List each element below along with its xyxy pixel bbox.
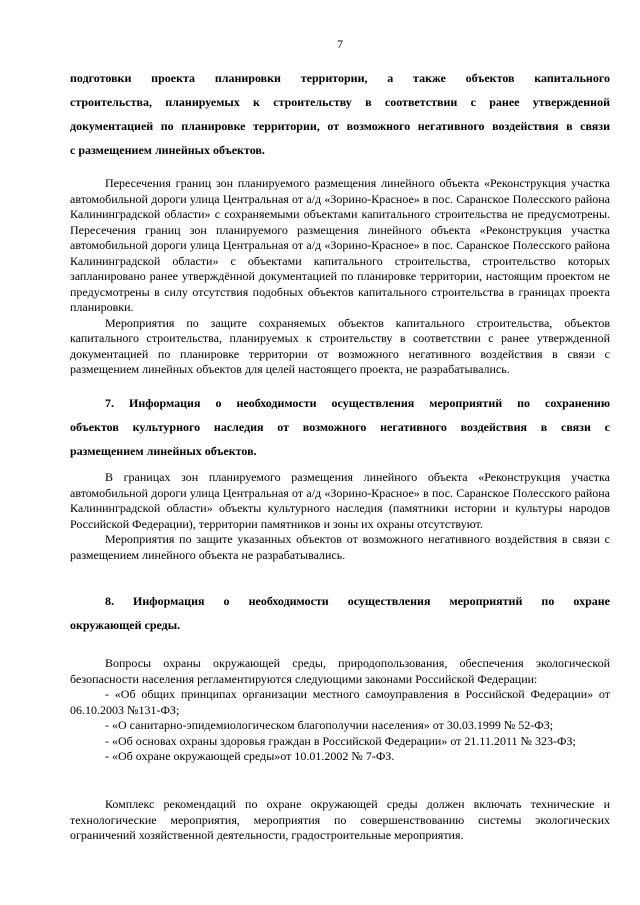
section8-body bbox=[70, 656, 610, 765]
heading-line: размещением линейных объектов. bbox=[70, 444, 257, 458]
intro-line: документацией по планировке территории, от возможного негативного воздействия в связи bbox=[70, 119, 610, 133]
section7-heading bbox=[70, 391, 610, 463]
law-item: - «О санитарно-эпидемиологическом благополучии населения» от 30.03.1999 № 52-ФЗ; bbox=[105, 718, 554, 732]
heading-line: 8. Информация о необходимости осуществления мероприятий по охране bbox=[105, 594, 610, 608]
section6-body bbox=[70, 176, 610, 378]
paragraph: Комплекс рекомендаций по охране окружающей среды должен включать технические и технологические мероприятия, мероприятия по совершенствованию системы экологических ограничений хозяйственной деятельности, градостроительные мероприятия. bbox=[70, 797, 610, 842]
intro-bold-text bbox=[70, 66, 610, 162]
intro-line: строительства, планируемых к строительству в соответствии с ранее утвержденной bbox=[70, 95, 610, 109]
page-number: 7 bbox=[337, 37, 343, 51]
law-item: - «Об общих принципах организации местного самоуправления в Российской Федерации» от 06.10.2003 №131-ФЗ; bbox=[70, 687, 610, 717]
section8-heading bbox=[70, 589, 610, 637]
paragraph: В границах зон планируемого размещения линейного объекта «Реконструкция участка автомобильной дороги улица Центральная от а/д «Зорино-Красное» в пос. Саранское Полесского района Калининградской области» объекты культурного наследия (памятники истории и культуры народов Российской Федерации), территории памятников и зоны их охраны отсутствуют. bbox=[70, 470, 610, 531]
section7-body bbox=[70, 470, 610, 563]
heading-line: 7. Информация о необходимости осуществления мероприятий по сохранению bbox=[105, 396, 610, 410]
section8-closing bbox=[70, 797, 610, 844]
paragraph: Мероприятия по защите указанных объектов от возможного негативного воздействия в связи с размещением линейного объекта не разрабатывались. bbox=[70, 532, 610, 562]
paragraph: Вопросы охраны окружающей среды, природопользования, обеспечения экологической безопасности населения регламентируются следующими законами Российской Федерации: bbox=[70, 656, 610, 686]
law-item: - «Об основах охраны здоровья граждан в Российской Федерации» от 21.11.2011 № 323-ФЗ; bbox=[105, 733, 576, 748]
law-item: - «Об охране окружающей среды»от 10.01.2002 № 7-ФЗ. bbox=[105, 749, 395, 763]
document-page bbox=[70, 0, 610, 905]
paragraph: Мероприятия по защите сохраняемых объектов капитального строительства, объектов капитального строительства, планируемых к строительству в соответствии с ранее утвержденной документацией по планировке территории от возможного негативного воздействия в связи с размещением линейных объектов для целей настоящего проекта, не разрабатывались. bbox=[70, 315, 610, 376]
paragraph: Пересечения границ зон планируемого размещения линейного объекта «Реконструкция участка автомобильной дороги улица Центральная от а/д «Зорино-Красное» в пос. Саранское Полесского района Калининградской области» с сохраняемыми объектами капитального строительства не предусмотрены. Пересечения границ зон планируемого размещения линейного объекта «Реконструкция участка автомобильной дороги улица Центральная от а/д «Зорино-Красное» в пос. Саранское Полесского района Калининградской области» с объектами капитального строительства, строительство которых запланировано ранее утверждённой документацией по планировке территории, настоящим проектом не предусмотрены в силу отсутствия подобных объектов капитального строительства в границах проекта планировки. bbox=[70, 176, 610, 314]
heading-line: окружающей среды. bbox=[70, 618, 181, 632]
intro-line: с размещением линейных объектов. bbox=[70, 143, 265, 157]
intro-line: подготовки проекта планировки территории, а также объектов капитального bbox=[70, 71, 610, 85]
heading-line: объектов культурного наследия от возможного негативного воздействия в связи с bbox=[70, 420, 610, 434]
